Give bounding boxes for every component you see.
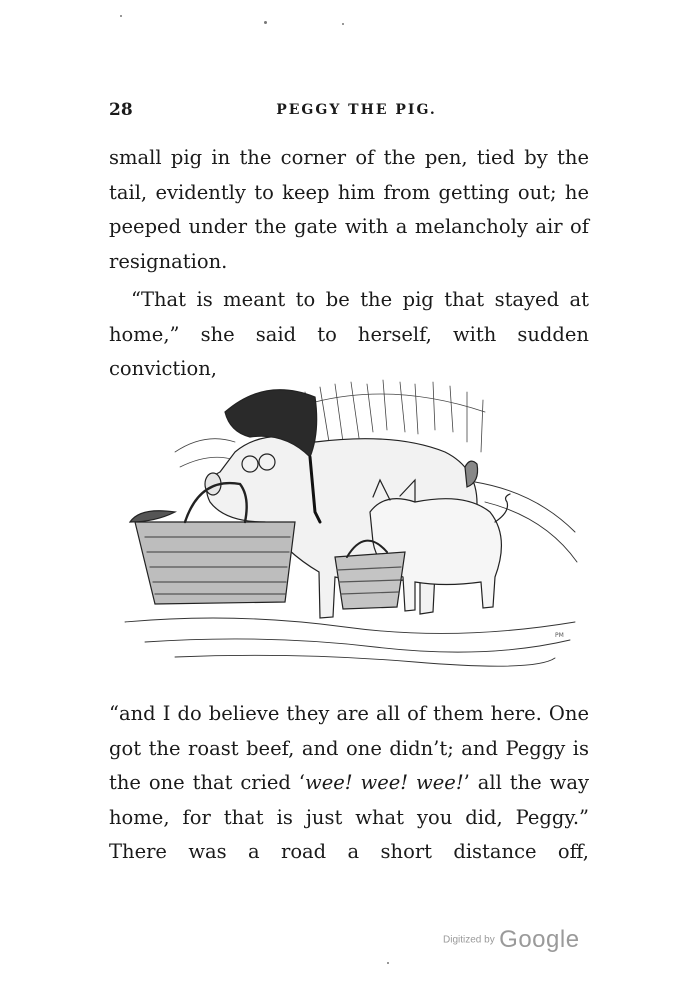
paragraph-3-text bbox=[109, 697, 589, 870]
google-logo-text: Google bbox=[499, 926, 580, 953]
pig-illustration bbox=[115, 372, 585, 672]
digitized-by-text: Digitized by bbox=[443, 934, 495, 946]
running-title: PEGGY THE PIG. bbox=[276, 102, 437, 118]
paragraph-quote bbox=[109, 283, 589, 387]
artist-signature: PM bbox=[555, 632, 564, 639]
paragraph-3-part1: “and I do believe they are all of them here. One got the roast beef, and one didn’t; and Peggy is the one that cried ‘ bbox=[109, 702, 589, 794]
paragraph-1-text: small pig in the corner of the pen, tied by the tail, evidently to keep him from getting out; he peeped under the gate with a melancholy air of resignation. bbox=[109, 146, 589, 273]
paragraph-continued bbox=[109, 141, 589, 279]
paragraph-2-text: “That is meant to be the pig that stayed at home,” she said to herself, with sudden conviction, bbox=[109, 288, 589, 380]
paragraph-dialogue bbox=[109, 697, 589, 870]
paragraph-3-part2: ’ all the way home, for that is just what you did, Peggy.” There was a road a short distance off, bbox=[109, 771, 589, 863]
google-watermark bbox=[443, 926, 580, 954]
page-number: 28 bbox=[109, 100, 133, 120]
paragraph-3-italic: wee! wee! wee! bbox=[305, 771, 464, 794]
